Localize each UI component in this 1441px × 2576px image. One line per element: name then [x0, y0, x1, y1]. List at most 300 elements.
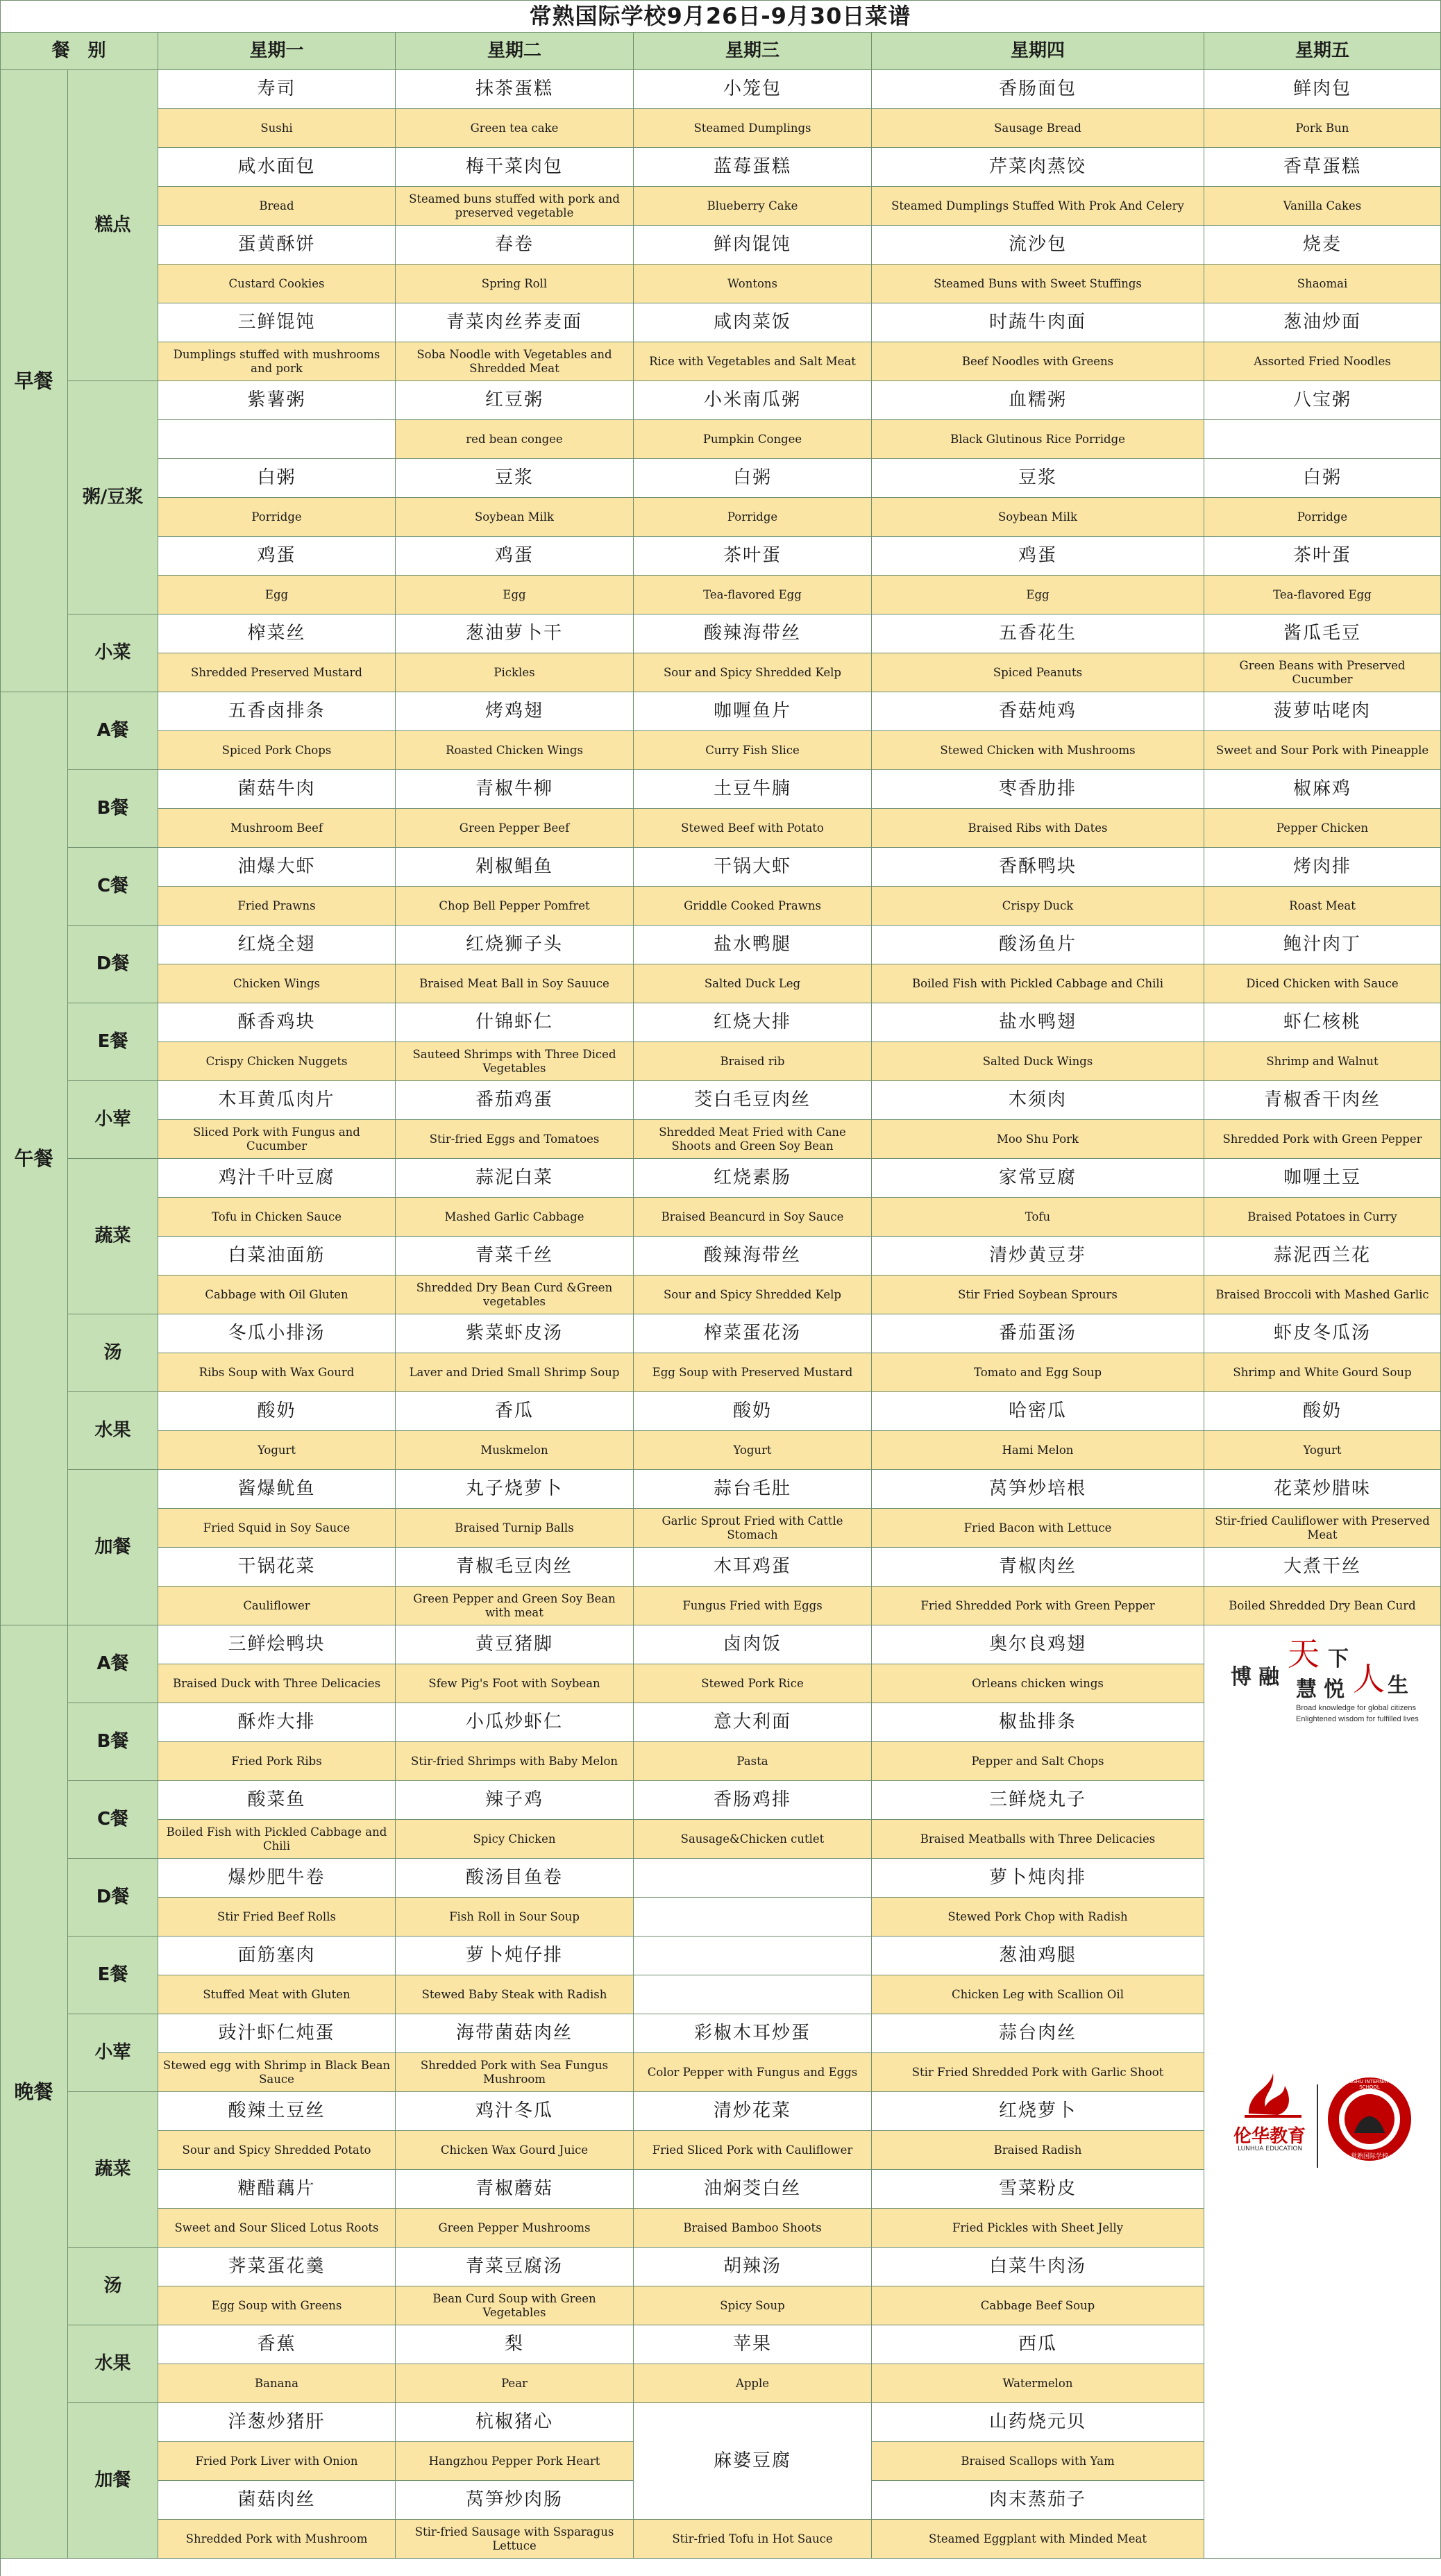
lunch-dish-cn: 椒麻鸡	[1204, 770, 1441, 809]
lunch-dish-cn: 鲍汁肉丁	[1204, 926, 1441, 964]
dinner-dish-cn: 辣子鸡	[396, 1781, 634, 1820]
dinner-category: 水果	[68, 2325, 158, 2403]
lunch-dish-cn: 菌菇牛肉	[158, 770, 396, 809]
lunch-dish-en: Fried Squid in Soy Sauce	[158, 1509, 396, 1548]
dinner-dish-cn: 酸汤目鱼卷	[396, 1859, 634, 1898]
breakfast-dish-en: Assorted Fried Noodles	[1204, 342, 1441, 381]
lunch-dish-en: Green Pepper Beef	[396, 809, 634, 848]
breakfast-dish-en: Sushi	[158, 109, 396, 148]
lunch-category: 加餐	[68, 1470, 158, 1625]
breakfast-dish-en: Egg	[396, 576, 634, 614]
lunch-dish-cn: 干锅大虾	[634, 848, 872, 887]
dinner-category: D餐	[68, 1859, 158, 1937]
lunch-category: E餐	[68, 1003, 158, 1081]
breakfast-dish-cn: 酱瓜毛豆	[1204, 614, 1441, 653]
lunch-dish-cn: 香瓜	[396, 1392, 634, 1431]
breakfast-dish-cn: 三鲜馄饨	[158, 303, 396, 342]
lunch-dish-en: Egg Soup with Preserved Mustard	[634, 1353, 872, 1392]
logo-divider	[1317, 2084, 1318, 2168]
lunch-dish-en: Mushroom Beef	[158, 809, 396, 848]
dinner-dish-en: Stir-fried Shrimps with Baby Melon	[396, 1742, 634, 1781]
breakfast-dish-en: Steamed Buns with Sweet Stuffings	[872, 265, 1204, 303]
lunch-dish-cn: 剁椒鲳鱼	[396, 848, 634, 887]
lunch-dish-en: Chicken Wings	[158, 964, 396, 1003]
lunch-dish-en: Tofu	[872, 1198, 1204, 1237]
dinner-dish-cn: 彩椒木耳炒蛋	[634, 2014, 872, 2053]
dinner-dish-cn: 三鲜烧丸子	[872, 1781, 1204, 1820]
lunhua-logo	[1233, 2071, 1310, 2161]
dinner-dish-en: Braised Meatballs with Three Delicacies	[872, 1820, 1204, 1859]
breakfast-dish-en: Pumpkin Congee	[634, 420, 872, 459]
breakfast-dish-en: Porridge	[634, 498, 872, 537]
dinner-category: 小荤	[68, 2014, 158, 2092]
lunch-dish-cn: 白菜油面筋	[158, 1237, 396, 1276]
lunch-dish-en: Braised Potatoes in Curry	[1204, 1198, 1441, 1237]
lunch-dish-en: Fungus Fried with Eggs	[634, 1587, 872, 1625]
dinner-merged-dish-cn: 麻婆豆腐	[634, 2403, 872, 2520]
brand-name-en: LUNHUA EDUCATION	[1238, 2146, 1303, 2152]
dinner-dish-cn	[634, 1859, 872, 1898]
lunch-dish-en: Yogurt	[634, 1431, 872, 1470]
header-day: 星期一	[158, 33, 396, 70]
lunch-dish-en: Salted Duck Leg	[634, 964, 872, 1003]
lunch-category: 蔬菜	[68, 1159, 158, 1314]
breakfast-dish-en: Soybean Milk	[396, 498, 634, 537]
dinner-category: 汤	[68, 2248, 158, 2325]
lunch-dish-cn: 紫菜虾皮汤	[396, 1314, 634, 1353]
breakfast-dish-en: Rice with Vegetables and Salt Meat	[634, 342, 872, 381]
breakfast-dish-en	[1204, 420, 1441, 459]
dinner-dish-cn: 雪菜粉皮	[872, 2170, 1204, 2209]
lunch-dish-en: Braised Broccoli with Mashed Garlic	[1204, 1276, 1441, 1314]
breakfast-dish-en	[158, 420, 396, 459]
dinner-dish-en: Stir Fried Shredded Pork with Garlic Shoot	[872, 2053, 1204, 2092]
dinner-dish-cn: 杭椒猪心	[396, 2403, 634, 2442]
dinner-dish-cn: 萝卜炖肉排	[872, 1859, 1204, 1898]
breakfast-dish-cn: 鲜肉包	[1204, 70, 1441, 109]
breakfast-dish-cn: 豆浆	[396, 459, 634, 498]
lunch-dish-cn: 蒜泥西兰花	[1204, 1237, 1441, 1276]
breakfast-dish-cn: 春卷	[396, 226, 634, 265]
breakfast-dish-en: Vanilla Cakes	[1204, 187, 1441, 226]
breakfast-dish-cn: 蓝莓蛋糕	[634, 148, 872, 187]
breakfast-dish-en: Steamed buns stuffed with pork and preserved vegetable	[396, 187, 634, 226]
dinner-dish-cn: 油焖茭白丝	[634, 2170, 872, 2209]
breakfast-dish-cn: 葱油炒面	[1204, 303, 1441, 342]
school-motto	[1231, 1626, 1432, 1730]
dinner-category: C餐	[68, 1781, 158, 1859]
lunch-dish-cn: 土豆牛腩	[634, 770, 872, 809]
lunch-dish-en: Shrimp and Walnut	[1204, 1042, 1441, 1081]
lunch-dish-cn: 盐水鸭腿	[634, 926, 872, 964]
lunch-dish-en: Sweet and Sour Pork with Pineapple	[1204, 731, 1441, 770]
lunch-dish-en: Muskmelon	[396, 1431, 634, 1470]
breakfast-dish-en: Green Beans with Preserved Cucumber	[1204, 653, 1441, 692]
lunch-dish-en: Sour and Spicy Shredded Kelp	[634, 1276, 872, 1314]
dinner-dish-en: Sour and Spicy Shredded Potato	[158, 2131, 396, 2170]
dinner-dish-cn: 梨	[396, 2325, 634, 2364]
dinner-category: E餐	[68, 1937, 158, 2014]
dinner-dish-cn: 糖醋藕片	[158, 2170, 396, 2209]
breakfast-dish-en: Blueberry Cake	[634, 187, 872, 226]
breakfast-dish-cn: 烧麦	[1204, 226, 1441, 265]
dinner-dish-en	[634, 1898, 872, 1937]
lunch-dish-en: Ribs Soup with Wax Gourd	[158, 1353, 396, 1392]
dinner-dish-en: Hangzhou Pepper Pork Heart	[396, 2442, 634, 2481]
breakfast-dish-cn: 榨菜丝	[158, 614, 396, 653]
lunch-dish-cn: 酸奶	[634, 1392, 872, 1431]
breakfast-dish-en: Wontons	[634, 265, 872, 303]
lunch-dish-cn: 干锅花菜	[158, 1548, 396, 1587]
dinner-dish-en: Color Pepper with Fungus and Eggs	[634, 2053, 872, 2092]
breakfast-dish-en: Porridge	[158, 498, 396, 537]
lunch-category: D餐	[68, 926, 158, 1003]
breakfast-dish-en: Tea-flavored Egg	[1204, 576, 1441, 614]
dinner-dish-cn: 酸辣土豆丝	[158, 2092, 396, 2131]
breakfast-dish-cn: 红豆粥	[396, 381, 634, 420]
lunch-dish-en: Braised Ribs with Dates	[872, 809, 1204, 848]
dinner-dish-en: Banana	[158, 2364, 396, 2403]
breakfast-dish-en: Tea-flavored Egg	[634, 576, 872, 614]
lunch-dish-en: Salted Duck Wings	[872, 1042, 1204, 1081]
lunch-dish-cn: 蒜泥白菜	[396, 1159, 634, 1198]
dinner-dish-en: Sfew Pig's Foot with Soybean	[396, 1664, 634, 1703]
motto-char-red: 天	[1288, 1635, 1320, 1673]
lunch-dish-en: Spiced Pork Chops	[158, 731, 396, 770]
breakfast-dish-en: Shredded Preserved Mustard	[158, 653, 396, 692]
breakfast-dish-en: Beef Noodles with Greens	[872, 342, 1204, 381]
lunch-dish-cn: 番茄蛋汤	[872, 1314, 1204, 1353]
dinner-dish-en: Braised Duck with Three Delicacies	[158, 1664, 396, 1703]
lunch-dish-cn: 莴笋炒培根	[872, 1470, 1204, 1509]
dinner-dish-en: Shredded Pork with Sea Fungus Mushroom	[396, 2053, 634, 2092]
breakfast-dish-cn: 时蔬牛肉面	[872, 303, 1204, 342]
dinner-dish-en: Watermelon	[872, 2364, 1204, 2403]
motto-char: 融	[1258, 1665, 1279, 1689]
breakfast-dish-en: Egg	[872, 576, 1204, 614]
lunch-dish-en: Tofu in Chicken Sauce	[158, 1198, 396, 1237]
lunch-dish-cn: 香菇炖鸡	[872, 692, 1204, 731]
dinner-dish-en: Braised Radish	[872, 2131, 1204, 2170]
lunch-dish-en: Braised Beancurd in Soy Sauce	[634, 1198, 872, 1237]
dinner-dish-en: Fried Pork Liver with Onion	[158, 2442, 396, 2481]
breakfast-label: 早餐	[0, 70, 68, 692]
dinner-dish-en: Egg Soup with Greens	[158, 2286, 396, 2325]
lunch-dish-en: Griddle Cooked Prawns	[634, 887, 872, 926]
lunch-dish-cn: 什锦虾仁	[396, 1003, 634, 1042]
dinner-dish-cn: 萝卜炖仔排	[396, 1937, 634, 1975]
dinner-dish-cn: 蒜台肉丝	[872, 2014, 1204, 2053]
lunch-dish-cn: 丸子烧萝卜	[396, 1470, 634, 1509]
lunch-category: 小荤	[68, 1081, 158, 1159]
page-title: 常熟国际学校9月26日-9月30日菜谱	[0, 0, 1441, 33]
dinner-dish-cn: 小瓜炒虾仁	[396, 1703, 634, 1742]
header-day: 星期五	[1204, 33, 1441, 70]
breakfast-dish-cn: 紫薯粥	[158, 381, 396, 420]
breakfast-dish-en: Pickles	[396, 653, 634, 692]
breakfast-dish-en: Egg	[158, 576, 396, 614]
lunch-dish-en: Fried Bacon with Lettuce	[872, 1509, 1204, 1548]
lunch-dish-cn: 木耳黄瓜肉片	[158, 1081, 396, 1120]
breakfast-dish-cn: 白粥	[634, 459, 872, 498]
dinner-dish-en: Sausage&Chicken cutlet	[634, 1820, 872, 1859]
breakfast-dish-en: Green tea cake	[396, 109, 634, 148]
dinner-dish-en: Braised Scallops with Yam	[872, 2442, 1204, 2481]
lunch-dish-en: Curry Fish Slice	[634, 731, 872, 770]
lunch-dish-cn: 红烧狮子头	[396, 926, 634, 964]
lunch-dish-cn: 盐水鸭翅	[872, 1003, 1204, 1042]
dinner-dish-cn: 三鲜烩鸭块	[158, 1625, 396, 1664]
lunch-dish-en: Yogurt	[158, 1431, 396, 1470]
dinner-dish-cn: 爆炒肥牛卷	[158, 1859, 396, 1898]
dinner-dish-cn	[634, 1937, 872, 1975]
breakfast-dish-en: Steamed Dumplings	[634, 109, 872, 148]
dinner-dish-en: Shredded Pork with Mushroom	[158, 2520, 396, 2559]
dinner-dish-en: Fish Roll in Sour Soup	[396, 1898, 634, 1937]
dinner-dish-cn: 菌菇肉丝	[158, 2481, 396, 2520]
lunch-dish-cn: 家常豆腐	[872, 1159, 1204, 1198]
header-day: 星期三	[634, 33, 872, 70]
lunch-dish-cn: 酥香鸡块	[158, 1003, 396, 1042]
lunch-dish-cn: 木耳鸡蛋	[634, 1548, 872, 1587]
breakfast-dish-en: Spring Roll	[396, 265, 634, 303]
dinner-dish-cn: 青菜豆腐汤	[396, 2248, 634, 2286]
lunch-dish-cn: 烤鸡翅	[396, 692, 634, 731]
dinner-dish-cn: 洋葱炒猪肝	[158, 2403, 396, 2442]
lunch-dish-cn: 虾仁核桃	[1204, 1003, 1441, 1042]
dinner-dish-cn: 西瓜	[872, 2325, 1204, 2364]
dinner-dish-en: Cabbage Beef Soup	[872, 2286, 1204, 2325]
dinner-dish-cn: 豉汁虾仁炖蛋	[158, 2014, 396, 2053]
lunch-dish-cn: 香酥鸭块	[872, 848, 1204, 887]
dinner-dish-cn: 香肠鸡排	[634, 1781, 872, 1820]
breakfast-dish-cn: 八宝粥	[1204, 381, 1441, 420]
dinner-category: A餐	[68, 1625, 158, 1703]
lunch-dish-cn: 番茄鸡蛋	[396, 1081, 634, 1120]
lunch-dish-en: Pepper Chicken	[1204, 809, 1441, 848]
dinner-dish-cn: 红烧萝卜	[872, 2092, 1204, 2131]
flame-icon	[1242, 2071, 1304, 2119]
lunch-dish-en: Moo Shu Pork	[872, 1120, 1204, 1159]
breakfast-dish-cn: 白粥	[1204, 459, 1441, 498]
breakfast-dish-en: Soba Noodle with Vegetables and Shredded Meat	[396, 342, 634, 381]
breakfast-dish-en: Bread	[158, 187, 396, 226]
lunch-dish-en: Crispy Chicken Nuggets	[158, 1042, 396, 1081]
lunch-dish-cn: 大煮干丝	[1204, 1548, 1441, 1587]
lunch-dish-cn: 油爆大虾	[158, 848, 396, 887]
breakfast-category: 糕点	[68, 70, 158, 381]
dinner-dish-en: Stewed Pork Rice	[634, 1664, 872, 1703]
dinner-dish-cn: 意大利面	[634, 1703, 872, 1742]
lunch-dish-en: Stewed Chicken with Mushrooms	[872, 731, 1204, 770]
lunch-dish-cn: 青椒肉丝	[872, 1548, 1204, 1587]
dinner-category: 蔬菜	[68, 2092, 158, 2248]
lunch-dish-en: Yogurt	[1204, 1431, 1441, 1470]
dinner-dish-en: Pasta	[634, 1742, 872, 1781]
lunch-dish-cn: 清炒黄豆芽	[872, 1237, 1204, 1276]
lunch-dish-en: Boiled Shredded Dry Bean Curd	[1204, 1587, 1441, 1625]
lunch-dish-en: Stewed Beef with Potato	[634, 809, 872, 848]
lunch-dish-en: Stir Fried Soybean Sprours	[872, 1276, 1204, 1314]
dinner-dish-cn: 青椒蘑菇	[396, 2170, 634, 2209]
lunch-dish-en: Fried Prawns	[158, 887, 396, 926]
dinner-dish-cn: 清炒花菜	[634, 2092, 872, 2131]
breakfast-dish-cn: 香草蛋糕	[1204, 148, 1441, 187]
lunch-dish-cn: 酱爆鱿鱼	[158, 1470, 396, 1509]
lunch-dish-en: Roast Meat	[1204, 887, 1441, 926]
lunch-dish-cn: 青椒牛柳	[396, 770, 634, 809]
dinner-dish-en	[634, 1975, 872, 2014]
breakfast-dish-cn: 咸水面包	[158, 148, 396, 187]
dinner-merged-dish-en: Stir-fried Tofu in Hot Sauce	[634, 2520, 872, 2559]
breakfast-dish-cn: 鲜肉馄饨	[634, 226, 872, 265]
breakfast-dish-cn: 茶叶蛋	[1204, 537, 1441, 576]
lunch-dish-cn: 青椒香干肉丝	[1204, 1081, 1441, 1120]
lunch-dish-cn: 花菜炒腊味	[1204, 1470, 1441, 1509]
motto-english-line1: Broad knowledge for global citizens	[1296, 1704, 1417, 1712]
lunch-dish-cn: 咖喱鱼片	[634, 692, 872, 731]
lunch-dish-cn: 酸辣海带丝	[634, 1237, 872, 1276]
breakfast-dish-cn: 鸡蛋	[158, 537, 396, 576]
lunch-dish-en: Mashed Garlic Cabbage	[396, 1198, 634, 1237]
lunch-dish-en: Roasted Chicken Wings	[396, 731, 634, 770]
dinner-dish-en: Green Pepper Mushrooms	[396, 2209, 634, 2248]
lunch-category: C餐	[68, 848, 158, 926]
school-logo-area	[1204, 1626, 1440, 2160]
breakfast-dish-cn: 香肠面包	[872, 70, 1204, 109]
dinner-dish-en: Pear	[396, 2364, 634, 2403]
breakfast-dish-en: Custard Cookies	[158, 265, 396, 303]
lunch-dish-cn: 红烧大排	[634, 1003, 872, 1042]
dinner-dish-cn: 苹果	[634, 2325, 872, 2364]
lunch-dish-en: Green Pepper and Green Soy Bean with meat	[396, 1587, 634, 1625]
lunch-dish-en: Shredded Pork with Green Pepper	[1204, 1120, 1441, 1159]
lunch-dish-cn: 红烧全翅	[158, 926, 396, 964]
breakfast-dish-cn: 血糯粥	[872, 381, 1204, 420]
lunch-dish-cn: 青菜千丝	[396, 1237, 634, 1276]
lunch-dish-cn: 榨菜蛋花汤	[634, 1314, 872, 1353]
lunch-dish-cn: 菠萝咕咾肉	[1204, 692, 1441, 731]
lunch-dish-en: Cabbage with Oil Gluten	[158, 1276, 396, 1314]
dinner-dish-cn: 胡辣汤	[634, 2248, 872, 2286]
lunch-dish-en: Shredded Meat Fried with Cane Shoots and Green Soy Bean	[634, 1120, 872, 1159]
motto-english-line2: Enlightened wisdom for fulfilled lives	[1296, 1715, 1419, 1723]
dinner-dish-en: Orleans chicken wings	[872, 1664, 1204, 1703]
lunch-dish-en: Diced Chicken with Sauce	[1204, 964, 1441, 1003]
motto-char: 慧	[1296, 1678, 1317, 1702]
breakfast-dish-en: Sausage Bread	[872, 109, 1204, 148]
breakfast-dish-en: Pork Bun	[1204, 109, 1441, 148]
dinner-dish-en: Chicken Wax Gourd Juice	[396, 2131, 634, 2170]
breakfast-dish-cn: 芹菜肉蒸饺	[872, 148, 1204, 187]
header-day: 星期二	[396, 33, 634, 70]
dinner-dish-cn: 鸡汁冬瓜	[396, 2092, 634, 2131]
header-day: 星期四	[872, 33, 1204, 70]
dinner-dish-en: Pepper and Salt Chops	[872, 1742, 1204, 1781]
dinner-dish-en: Fried Pork Ribs	[158, 1742, 396, 1781]
lunch-dish-cn: 青椒毛豆肉丝	[396, 1548, 634, 1587]
dinner-dish-cn: 酸菜鱼	[158, 1781, 396, 1820]
lunch-dish-en: Crispy Duck	[872, 887, 1204, 926]
dinner-category: 加餐	[68, 2403, 158, 2559]
dinner-dish-en: Steamed Eggplant with Minded Meat	[872, 2520, 1204, 2559]
dinner-dish-cn: 莴笋炒肉肠	[396, 2481, 634, 2520]
dinner-dish-en: Stir-fried Sausage with Ssparagus Lettuce	[396, 2520, 634, 2559]
motto-char: 悦	[1324, 1678, 1345, 1702]
breakfast-dish-cn: 青菜肉丝荞麦面	[396, 303, 634, 342]
dinner-dish-en: Stewed Baby Steak with Radish	[396, 1975, 634, 2014]
lunch-dish-cn: 五香卤排条	[158, 692, 396, 731]
school-seal	[1326, 2076, 1413, 2162]
dinner-dish-cn: 香蕉	[158, 2325, 396, 2364]
brand-name-cn: 伦华教育	[1233, 2126, 1306, 2147]
breakfast-dish-en: Sour and Spicy Shredded Kelp	[634, 653, 872, 692]
dinner-dish-en: Spicy Chicken	[396, 1820, 634, 1859]
lunch-dish-en: Boiled Fish with Pickled Cabbage and Chili	[872, 964, 1204, 1003]
lunch-dish-en: Braised Turnip Balls	[396, 1509, 634, 1548]
lunch-dish-cn: 冬瓜小排汤	[158, 1314, 396, 1353]
breakfast-dish-en: Soybean Milk	[872, 498, 1204, 537]
motto-char-red: 人	[1353, 1660, 1385, 1698]
breakfast-dish-cn: 抹茶蛋糕	[396, 70, 634, 109]
breakfast-dish-cn: 鸡蛋	[396, 537, 634, 576]
lunch-label: 午餐	[0, 692, 68, 1625]
dinner-dish-en: Stir Fried Beef Rolls	[158, 1898, 396, 1937]
lunch-dish-cn: 蒜台毛肚	[634, 1470, 872, 1509]
dinner-dish-en: Stewed Pork Chop with Radish	[872, 1898, 1204, 1937]
lunch-category: 水果	[68, 1392, 158, 1470]
dinner-dish-cn: 白菜牛肉汤	[872, 2248, 1204, 2286]
dinner-dish-en: Stuffed Meat with Gluten	[158, 1975, 396, 2014]
dinner-dish-en: Stewed egg with Shrimp in Black Bean Sauce	[158, 2053, 396, 2092]
breakfast-category: 粥/豆浆	[68, 381, 158, 614]
seal-english-text: CHANGSHU INTERNATIONAL SCHOOL	[1335, 2079, 1404, 2090]
lunch-dish-cn: 酸奶	[158, 1392, 396, 1431]
breakfast-dish-en: red bean congee	[396, 420, 634, 459]
lunch-dish-en: Tomato and Egg Soup	[872, 1353, 1204, 1392]
motto-char: 下	[1328, 1647, 1349, 1671]
lunch-dish-en: Fried Shredded Pork with Green Pepper	[872, 1587, 1204, 1625]
breakfast-dish-cn: 酸辣海带丝	[634, 614, 872, 653]
dinner-dish-en: Fried Pickles with Sheet Jelly	[872, 2209, 1204, 2248]
lunch-dish-cn: 咖喱土豆	[1204, 1159, 1441, 1198]
dinner-dish-cn: 面筋塞肉	[158, 1937, 396, 1975]
breakfast-dish-cn: 鸡蛋	[872, 537, 1204, 576]
lunch-dish-en: Braised rib	[634, 1042, 872, 1081]
dinner-dish-en: Braised Bamboo Shoots	[634, 2209, 872, 2248]
seal-chinese-text: 常熟国际学校	[1350, 2153, 1388, 2160]
dinner-dish-en: Boiled Fish with Pickled Cabbage and Chili	[158, 1820, 396, 1859]
lunch-dish-en: Stir-fried Eggs and Tomatoes	[396, 1120, 634, 1159]
dinner-dish-cn: 黄豆猪脚	[396, 1625, 634, 1664]
dinner-dish-en: Chicken Leg with Scallion Oil	[872, 1975, 1204, 2014]
lunch-dish-en: Cauliflower	[158, 1587, 396, 1625]
breakfast-dish-en: Shaomai	[1204, 265, 1441, 303]
dinner-dish-en: Bean Curd Soup with Green Vegetables	[396, 2286, 634, 2325]
breakfast-dish-en: Black Glutinous Rice Porridge	[872, 420, 1204, 459]
breakfast-dish-cn: 寿司	[158, 70, 396, 109]
lunch-dish-en: Sauteed Shrimps with Three Diced Vegetables	[396, 1042, 634, 1081]
dinner-dish-en: Sweet and Sour Sliced Lotus Roots	[158, 2209, 396, 2248]
dinner-category: B餐	[68, 1703, 158, 1781]
breakfast-dish-cn: 流沙包	[872, 226, 1204, 265]
lunch-dish-cn: 枣香肋排	[872, 770, 1204, 809]
lunch-dish-cn: 茭白毛豆肉丝	[634, 1081, 872, 1120]
lunch-dish-cn: 虾皮冬瓜汤	[1204, 1314, 1441, 1353]
dinner-dish-cn: 海带菌菇肉丝	[396, 2014, 634, 2053]
lunch-category: A餐	[68, 692, 158, 770]
dinner-dish-cn: 奥尔良鸡翅	[872, 1625, 1204, 1664]
